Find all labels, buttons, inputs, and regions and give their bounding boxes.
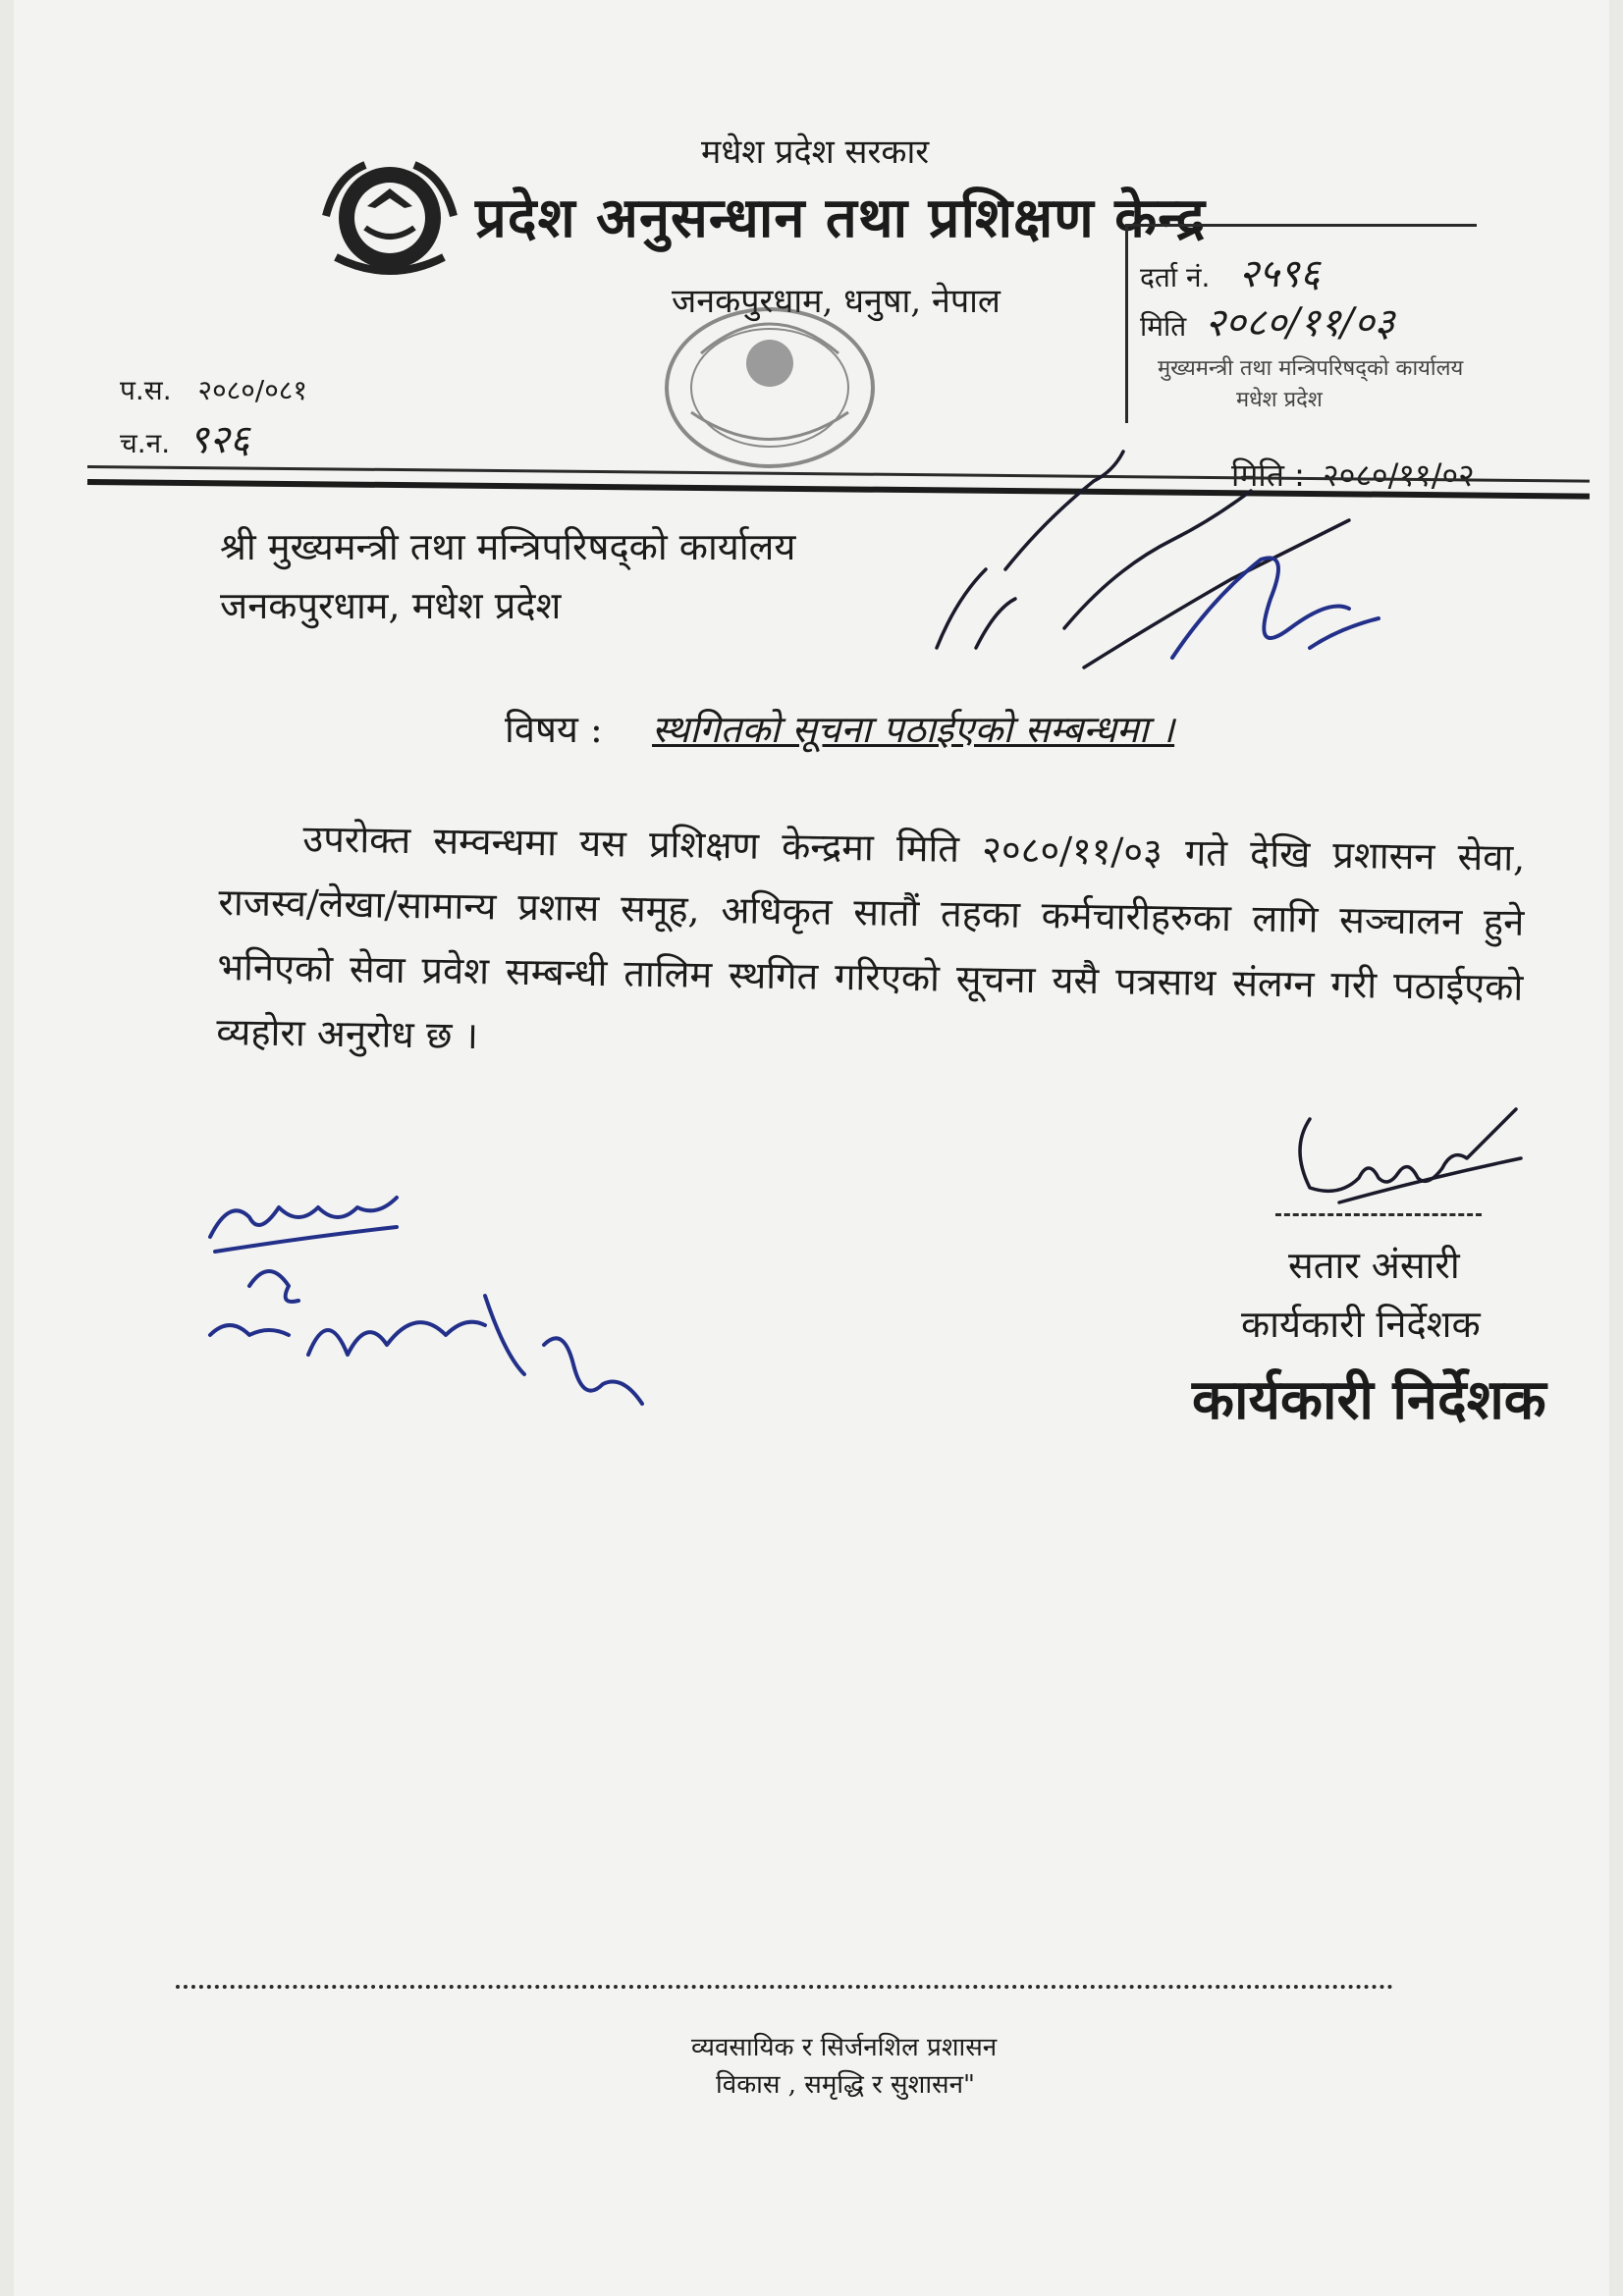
nepal-emblem-icon xyxy=(316,147,463,285)
receipt-date-label: मिति xyxy=(1140,310,1187,343)
office-name: प्रदेश अनुसन्धान तथा प्रशिक्षण केन्द्र xyxy=(475,186,1207,250)
signatory-stamp: कार्यकारी निर्देशक xyxy=(1192,1367,1546,1432)
footer-motto-line-1: व्यवसायिक र सिर्जनशिल प्रशासन xyxy=(691,2033,998,2062)
addressee-line-2: जनकपुरधाम, मधेश प्रदेश xyxy=(220,584,562,627)
handwritten-notes-icon xyxy=(190,1178,701,1433)
signatory-name: सतार अंसारी xyxy=(1288,1244,1460,1287)
letter-page xyxy=(14,0,1609,2296)
handwritten-annotation-icon xyxy=(917,402,1428,717)
signatory-title: कार्यकारी निर्देशक xyxy=(1241,1303,1481,1346)
date-label: मिति : xyxy=(1231,456,1305,494)
footer-motto-line-2: विकास , समृद्धि र सुशासन" xyxy=(716,2070,976,2100)
subject-text: स्थगितको सूचना पठाईएको सम्बन्धमा । xyxy=(652,708,1175,751)
pa-sa-label: प.स. xyxy=(120,374,172,406)
receipt-office: मुख्यमन्त्री तथा मन्त्रिपरिषद्को कार्यालय xyxy=(1158,356,1464,381)
signature-line xyxy=(1275,1213,1482,1216)
pa-sa-value: २०८०/०८१ xyxy=(197,374,307,406)
receipt-stamp xyxy=(1125,224,1477,423)
reference-cha-na xyxy=(120,410,249,464)
office-address: जनकपुरधाम, धनुषा, नेपाल xyxy=(672,282,1001,321)
receipt-date-value: २०८०/११/०३ xyxy=(1205,300,1395,346)
letter-body: उपरोक्त सम्वन्धमा यस प्रशिक्षण केन्द्रमा मिति २०८०/११/०३ गते देखि प्रशासन सेवा, राजस्व/लेखा/सामान्य प्रशास समूह, अधिकृत सातौं तहका कर्मचारीहरुका लागि सञ्चालन हुने भनिएको सेवा प्रवेश सम्बन्धी तालिम स्थगित गरिएको सूचना यसै पत्रसाथ संलग्न गरी पठाईएको व्यहोरा अनुरोध छ । xyxy=(216,817,1526,1058)
cha-na-value: ९२६ xyxy=(189,417,250,462)
darta-row xyxy=(1140,244,1321,298)
receipt-province: मधेश प्रदेश xyxy=(1236,388,1323,412)
reference-pa-sa xyxy=(120,371,307,408)
government-name: मधेश प्रदेश सरकार xyxy=(701,133,930,172)
addressee-line-1: श्री मुख्यमन्त्री तथा मन्त्रिपरिषद्को कार्यालय xyxy=(220,525,796,568)
date-value: २०८०/११/०२ xyxy=(1323,456,1475,494)
footer-rule xyxy=(176,1985,1393,1989)
office-seal-icon xyxy=(652,294,888,481)
darta-label: दर्ता नं. xyxy=(1140,261,1211,294)
subject-label: विषय : xyxy=(505,708,603,751)
signature-icon xyxy=(1280,1090,1526,1217)
darta-value: २५९६ xyxy=(1238,251,1321,296)
receipt-date-row xyxy=(1140,294,1394,347)
cha-na-label: च.न. xyxy=(120,427,171,459)
